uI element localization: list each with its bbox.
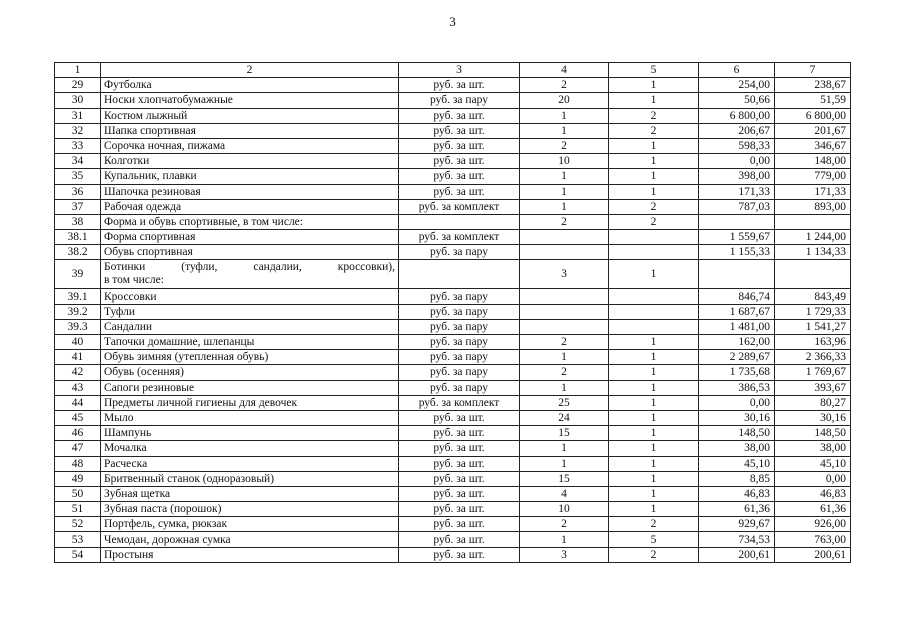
quantity-cell: 2 <box>520 335 609 350</box>
price-cell: 2 289,67 <box>699 350 775 365</box>
unit-cell: руб. за пару <box>399 245 520 260</box>
quantity-cell: 1 <box>520 441 609 456</box>
price-cell: 787,03 <box>699 199 775 214</box>
item-name-cell: Купальник, плавки <box>101 169 399 184</box>
price-cell: 6 800,00 <box>699 108 775 123</box>
row-number-cell: 50 <box>55 486 101 501</box>
price-cell-2: 61,36 <box>775 502 851 517</box>
price-cell-2: 45,10 <box>775 456 851 471</box>
quantity-cell: 2 <box>520 365 609 380</box>
price-cell: 61,36 <box>699 502 775 517</box>
unit-cell: руб. за пару <box>399 380 520 395</box>
price-cell: 206,67 <box>699 123 775 138</box>
row-number-cell: 38 <box>55 214 101 229</box>
table-row <box>55 245 851 260</box>
table-row <box>55 410 851 425</box>
item-name-cell: Бритвенный станок (одноразовый) <box>101 471 399 486</box>
price-cell-2: 1 729,33 <box>775 304 851 319</box>
wear-term-cell: 1 <box>609 486 699 501</box>
price-cell-2: 163,96 <box>775 335 851 350</box>
price-cell-2: 893,00 <box>775 199 851 214</box>
price-cell: 148,50 <box>699 426 775 441</box>
unit-cell: руб. за шт. <box>399 547 520 562</box>
row-number-cell: 39.2 <box>55 304 101 319</box>
row-number-cell: 49 <box>55 471 101 486</box>
quantity-cell: 25 <box>520 395 609 410</box>
quantity-cell: 1 <box>520 350 609 365</box>
price-cell: 200,61 <box>699 547 775 562</box>
item-name-cell: Мыло <box>101 410 399 425</box>
table-row <box>55 380 851 395</box>
header-cell: 2 <box>101 63 399 78</box>
price-cell-2: 51,59 <box>775 93 851 108</box>
quantity-cell: 2 <box>520 214 609 229</box>
row-number-cell: 39.1 <box>55 289 101 304</box>
wear-term-cell: 1 <box>609 93 699 108</box>
item-name-cell: Кроссовки <box>101 289 399 304</box>
row-number-cell: 46 <box>55 426 101 441</box>
wear-term-cell: 1 <box>609 350 699 365</box>
wear-term-cell <box>609 245 699 260</box>
table-row <box>55 441 851 456</box>
unit-cell: руб. за шт. <box>399 456 520 471</box>
wear-term-cell: 1 <box>609 456 699 471</box>
price-cell-2: 6 800,00 <box>775 108 851 123</box>
price-cell <box>699 260 775 289</box>
price-cell-2: 346,67 <box>775 138 851 153</box>
quantity-cell: 1 <box>520 123 609 138</box>
row-number-cell: 34 <box>55 154 101 169</box>
wear-term-cell: 1 <box>609 184 699 199</box>
wear-term-cell: 2 <box>609 547 699 562</box>
item-name-word: Ботинки <box>104 261 146 274</box>
wear-term-cell: 1 <box>609 78 699 93</box>
quantity-cell: 10 <box>520 154 609 169</box>
unit-cell: руб. за шт. <box>399 123 520 138</box>
table-row <box>55 502 851 517</box>
item-name-cell: Чемодан, дорожная сумка <box>101 532 399 547</box>
row-number-cell: 31 <box>55 108 101 123</box>
unit-cell: руб. за пару <box>399 319 520 334</box>
item-name-cell: Шапка спортивная <box>101 123 399 138</box>
price-cell: 846,74 <box>699 289 775 304</box>
wear-term-cell: 1 <box>609 410 699 425</box>
table-row <box>55 486 851 501</box>
unit-cell: руб. за пару <box>399 93 520 108</box>
row-number-cell: 47 <box>55 441 101 456</box>
item-name-cell: Носки хлопчатобумажные <box>101 93 399 108</box>
row-number-cell: 54 <box>55 547 101 562</box>
wear-term-cell: 1 <box>609 169 699 184</box>
row-number-cell: 44 <box>55 395 101 410</box>
price-cell-2 <box>775 214 851 229</box>
price-cell-2: 843,49 <box>775 289 851 304</box>
price-cell-2: 46,83 <box>775 486 851 501</box>
unit-cell: руб. за пару <box>399 289 520 304</box>
table-row <box>55 108 851 123</box>
unit-cell: руб. за шт. <box>399 441 520 456</box>
item-name-cell: Обувь спортивная <box>101 245 399 260</box>
price-cell: 386,53 <box>699 380 775 395</box>
table-row <box>55 532 851 547</box>
price-cell: 38,00 <box>699 441 775 456</box>
table-row <box>55 471 851 486</box>
item-name-word: кроссовки), <box>337 261 395 274</box>
wear-term-cell: 1 <box>609 426 699 441</box>
item-name-cell: Расческа <box>101 456 399 471</box>
price-cell-2: 926,00 <box>775 517 851 532</box>
row-number-cell: 33 <box>55 138 101 153</box>
wear-term-cell <box>609 319 699 334</box>
unit-cell: руб. за шт. <box>399 108 520 123</box>
table-row <box>55 154 851 169</box>
row-number-cell: 38.1 <box>55 230 101 245</box>
page-number: 3 <box>449 14 456 29</box>
table-row <box>55 395 851 410</box>
price-cell: 598,33 <box>699 138 775 153</box>
row-number-cell: 45 <box>55 410 101 425</box>
price-cell: 0,00 <box>699 395 775 410</box>
wear-term-cell: 2 <box>609 108 699 123</box>
item-name-line-2: в том числе: <box>104 274 164 287</box>
unit-cell: руб. за шт. <box>399 138 520 153</box>
unit-cell: руб. за пару <box>399 350 520 365</box>
quantity-cell: 20 <box>520 93 609 108</box>
row-number-cell: 40 <box>55 335 101 350</box>
quantity-cell <box>520 230 609 245</box>
unit-cell: руб. за пару <box>399 365 520 380</box>
wear-term-cell: 1 <box>609 441 699 456</box>
item-name-cell: Футболка <box>101 78 399 93</box>
price-cell: 929,67 <box>699 517 775 532</box>
item-name-cell: Зубная щетка <box>101 486 399 501</box>
item-name-cell: Шапочка резиновая <box>101 184 399 199</box>
quantity-cell <box>520 319 609 334</box>
unit-cell: руб. за комплект <box>399 395 520 410</box>
wear-term-cell: 1 <box>609 365 699 380</box>
unit-cell: руб. за шт. <box>399 410 520 425</box>
price-cell <box>699 214 775 229</box>
wear-term-cell <box>609 289 699 304</box>
item-name-cell: Форма и обувь спортивные, в том числе: <box>101 214 399 229</box>
quantity-cell: 2 <box>520 138 609 153</box>
table-row <box>55 169 851 184</box>
price-cell-2: 393,67 <box>775 380 851 395</box>
row-number-cell: 32 <box>55 123 101 138</box>
wear-term-cell: 2 <box>609 214 699 229</box>
item-name-line-1 <box>104 261 395 274</box>
table-row <box>55 335 851 350</box>
price-cell-2: 171,33 <box>775 184 851 199</box>
price-cell: 1 687,67 <box>699 304 775 319</box>
wear-term-cell <box>609 304 699 319</box>
price-cell: 398,00 <box>699 169 775 184</box>
price-cell: 46,83 <box>699 486 775 501</box>
item-name-cell: Рабочая одежда <box>101 199 399 214</box>
unit-cell: руб. за шт. <box>399 169 520 184</box>
quantity-cell: 3 <box>520 260 609 289</box>
item-name-cell: Портфель, сумка, рюкзак <box>101 517 399 532</box>
item-name-cell: Предметы личной гигиены для девочек <box>101 395 399 410</box>
price-cell: 254,00 <box>699 78 775 93</box>
quantity-cell: 1 <box>520 532 609 547</box>
item-name-cell: Сапоги резиновые <box>101 380 399 395</box>
header-cell: 3 <box>399 63 520 78</box>
unit-cell: руб. за шт. <box>399 502 520 517</box>
item-name-cell: Обувь зимняя (утепленная обувь) <box>101 350 399 365</box>
quantity-cell: 2 <box>520 517 609 532</box>
wear-term-cell: 1 <box>609 260 699 289</box>
price-cell-2: 238,67 <box>775 78 851 93</box>
price-cell-2 <box>775 260 851 289</box>
header-row <box>55 63 851 78</box>
unit-cell <box>399 260 520 289</box>
row-number-cell: 48 <box>55 456 101 471</box>
unit-cell: руб. за шт. <box>399 517 520 532</box>
price-cell-2: 779,00 <box>775 169 851 184</box>
price-cell: 734,53 <box>699 532 775 547</box>
price-cell-2: 200,61 <box>775 547 851 562</box>
header-cell: 4 <box>520 63 609 78</box>
price-cell: 1 155,33 <box>699 245 775 260</box>
unit-cell: руб. за шт. <box>399 184 520 199</box>
price-cell-2: 38,00 <box>775 441 851 456</box>
price-cell-2: 148,50 <box>775 426 851 441</box>
table-row <box>55 260 851 289</box>
item-name-cell <box>101 260 399 289</box>
price-cell-2: 201,67 <box>775 123 851 138</box>
item-name-cell: Костюм лыжный <box>101 108 399 123</box>
item-name-cell: Зубная паста (порошок) <box>101 502 399 517</box>
price-cell-2: 1 244,00 <box>775 230 851 245</box>
quantity-cell <box>520 245 609 260</box>
quantity-cell: 10 <box>520 502 609 517</box>
row-number-cell: 38.2 <box>55 245 101 260</box>
row-number-cell: 37 <box>55 199 101 214</box>
price-cell: 162,00 <box>699 335 775 350</box>
table-row <box>55 199 851 214</box>
price-cell: 0,00 <box>699 154 775 169</box>
price-cell-2: 1 769,67 <box>775 365 851 380</box>
row-number-cell: 43 <box>55 380 101 395</box>
wear-term-cell: 2 <box>609 517 699 532</box>
unit-cell: руб. за шт. <box>399 471 520 486</box>
unit-cell: руб. за пару <box>399 335 520 350</box>
row-number-cell: 39 <box>55 260 101 289</box>
table-row <box>55 350 851 365</box>
quantity-cell: 1 <box>520 184 609 199</box>
unit-cell: руб. за шт. <box>399 486 520 501</box>
quantity-cell: 1 <box>520 199 609 214</box>
price-cell: 45,10 <box>699 456 775 471</box>
wear-term-cell: 1 <box>609 502 699 517</box>
wear-term-cell: 1 <box>609 154 699 169</box>
wear-term-cell: 1 <box>609 395 699 410</box>
price-cell-2: 80,27 <box>775 395 851 410</box>
row-number-cell: 41 <box>55 350 101 365</box>
wear-term-cell: 2 <box>609 123 699 138</box>
table-row <box>55 214 851 229</box>
quantity-cell <box>520 304 609 319</box>
wear-term-cell: 1 <box>609 380 699 395</box>
table-row <box>55 289 851 304</box>
row-number-cell: 52 <box>55 517 101 532</box>
header-cell: 6 <box>699 63 775 78</box>
price-cell-2: 1 541,27 <box>775 319 851 334</box>
table-row <box>55 365 851 380</box>
row-number-cell: 35 <box>55 169 101 184</box>
price-cell-2: 763,00 <box>775 532 851 547</box>
quantity-cell: 1 <box>520 108 609 123</box>
header-cell: 7 <box>775 63 851 78</box>
header-cell: 5 <box>609 63 699 78</box>
item-name-word: сандалии, <box>253 261 302 274</box>
price-cell: 1 735,68 <box>699 365 775 380</box>
price-table <box>54 62 851 563</box>
price-cell-2: 30,16 <box>775 410 851 425</box>
table-row <box>55 123 851 138</box>
row-number-cell: 53 <box>55 532 101 547</box>
quantity-cell: 1 <box>520 169 609 184</box>
wear-term-cell: 5 <box>609 532 699 547</box>
price-cell-2: 2 366,33 <box>775 350 851 365</box>
price-cell-2: 0,00 <box>775 471 851 486</box>
table-row <box>55 517 851 532</box>
price-cell: 50,66 <box>699 93 775 108</box>
price-cell: 8,85 <box>699 471 775 486</box>
unit-cell <box>399 214 520 229</box>
quantity-cell: 4 <box>520 486 609 501</box>
row-number-cell: 51 <box>55 502 101 517</box>
table-row <box>55 304 851 319</box>
unit-cell: руб. за шт. <box>399 532 520 547</box>
table-row <box>55 138 851 153</box>
wear-term-cell: 1 <box>609 335 699 350</box>
unit-cell: руб. за комплект <box>399 230 520 245</box>
unit-cell: руб. за шт. <box>399 154 520 169</box>
item-name-word: (туфли, <box>181 261 218 274</box>
table-row <box>55 230 851 245</box>
price-cell: 30,16 <box>699 410 775 425</box>
header-cell: 1 <box>55 63 101 78</box>
table-row <box>55 547 851 562</box>
quantity-cell: 24 <box>520 410 609 425</box>
row-number-cell: 30 <box>55 93 101 108</box>
unit-cell: руб. за шт. <box>399 78 520 93</box>
wear-term-cell: 1 <box>609 471 699 486</box>
item-name-cell: Туфли <box>101 304 399 319</box>
table-row <box>55 426 851 441</box>
row-number-cell: 29 <box>55 78 101 93</box>
item-name-cell: Колготки <box>101 154 399 169</box>
unit-cell: руб. за шт. <box>399 426 520 441</box>
price-cell: 171,33 <box>699 184 775 199</box>
item-name-cell: Мочалка <box>101 441 399 456</box>
table-row <box>55 184 851 199</box>
price-cell-2: 148,00 <box>775 154 851 169</box>
item-name-cell: Шампунь <box>101 426 399 441</box>
row-number-cell: 39.3 <box>55 319 101 334</box>
item-name-cell: Обувь (осенняя) <box>101 365 399 380</box>
quantity-cell: 2 <box>520 78 609 93</box>
item-name-cell: Форма спортивная <box>101 230 399 245</box>
table-row <box>55 93 851 108</box>
price-cell: 1 481,00 <box>699 319 775 334</box>
item-name-cell: Сорочка ночная, пижама <box>101 138 399 153</box>
wear-term-cell <box>609 230 699 245</box>
quantity-cell: 15 <box>520 471 609 486</box>
row-number-cell: 42 <box>55 365 101 380</box>
table-row <box>55 456 851 471</box>
price-cell: 1 559,67 <box>699 230 775 245</box>
item-name-cell: Тапочки домашние, шлепанцы <box>101 335 399 350</box>
unit-cell: руб. за пару <box>399 304 520 319</box>
quantity-cell <box>520 289 609 304</box>
quantity-cell: 3 <box>520 547 609 562</box>
row-number-cell: 36 <box>55 184 101 199</box>
quantity-cell: 1 <box>520 380 609 395</box>
unit-cell: руб. за комплект <box>399 199 520 214</box>
wear-term-cell: 2 <box>609 199 699 214</box>
item-name-cell: Простыня <box>101 547 399 562</box>
quantity-cell: 1 <box>520 456 609 471</box>
table-row <box>55 319 851 334</box>
wear-term-cell: 1 <box>609 138 699 153</box>
quantity-cell: 15 <box>520 426 609 441</box>
table-row <box>55 78 851 93</box>
price-cell-2: 1 134,33 <box>775 245 851 260</box>
item-name-cell: Сандалии <box>101 319 399 334</box>
